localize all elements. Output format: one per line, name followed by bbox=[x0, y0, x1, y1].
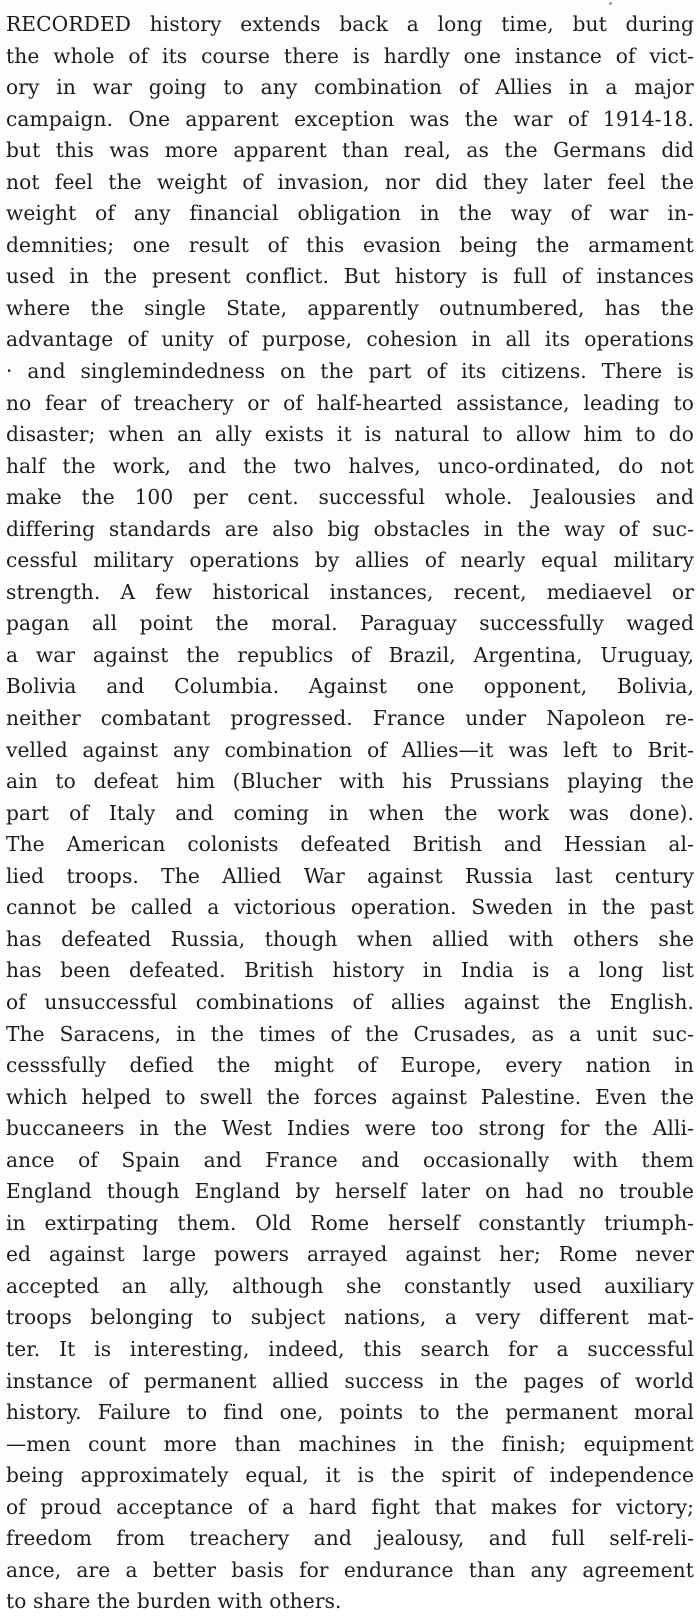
text-line: RECORDED history extends back a long time, but during bbox=[6, 12, 694, 36]
text-line: lied troops. The Allied War against Russia last century bbox=[6, 863, 694, 888]
text-line: has defeated Russia, though when allied with others she bbox=[6, 926, 694, 951]
text-line: advantage of unity of purpose, cohesion in all its operations bbox=[6, 327, 694, 352]
text-line: of unsuccessful combinations of allies against the English. bbox=[6, 989, 694, 1014]
text-line: which helped to swell the forces against Palestine. Even the bbox=[6, 1084, 694, 1109]
scan-speck bbox=[609, 2, 612, 5]
text-line: buccaneers in the West Indies were too strong for the Alli- bbox=[6, 1116, 694, 1141]
text-line: troops belonging to subject nations, a very different mat- bbox=[6, 1305, 694, 1330]
text-line: ory in war going to any combination of Allies in a major bbox=[6, 75, 694, 100]
text-line: the whole of its course there is hardly one instance of vict- bbox=[6, 43, 694, 68]
text-line: part of Italy and coming in when the work was done). bbox=[6, 800, 694, 825]
text-line: no fear of treachery or of half-hearted assistance, leading to bbox=[6, 390, 694, 415]
text-line: half the work, and the two halves, unco-ordinated, do not bbox=[6, 453, 694, 478]
text-line: being approximately equal, it is the spirit of independence bbox=[6, 1463, 694, 1488]
text-line: but this was more apparent than real, as the Germans did bbox=[6, 138, 694, 163]
article-body bbox=[6, 9, 694, 1618]
text-line: ain to defeat him (Blucher with his Prussians playing the bbox=[6, 769, 694, 794]
text-line: a war against the republics of Brazil, Argentina, Uruguay, bbox=[6, 642, 694, 667]
text-line: has been defeated. British history in India is a long list bbox=[6, 958, 694, 983]
text-line: not feel the weight of invasion, nor did they later feel the bbox=[6, 169, 694, 194]
text-line: of proud acceptance of a hard fight that makes for victory; bbox=[6, 1494, 694, 1519]
text-line: Bolivia and Columbia. Against one opponent, Bolivia, bbox=[6, 674, 694, 699]
text-line: England though England by herself later on had no trouble bbox=[6, 1179, 694, 1204]
text-line: ed against large powers arrayed against her; Rome never bbox=[6, 1242, 694, 1267]
text-line: freedom from treachery and jealousy, and full self-reli- bbox=[6, 1526, 694, 1551]
text-line: accepted an ally, although she constantly used auxiliary bbox=[6, 1273, 694, 1298]
text-line: where the single State, apparently outnumbered, has the bbox=[6, 295, 694, 320]
text-line: used in the present conflict. But history is full of instances bbox=[6, 264, 694, 289]
text-line: pagan all point the moral. Paraguay successfully waged bbox=[6, 611, 694, 636]
text-line: ter. It is interesting, indeed, this search for a successful bbox=[6, 1336, 694, 1361]
text-line: cannot be called a victorious operation. Sweden in the past bbox=[6, 895, 694, 920]
text-line: · and singlemindedness on the part of its citizens. There is bbox=[6, 359, 694, 384]
text-line: differing standards are also big obstacles in the way of suc- bbox=[6, 516, 694, 541]
text-line: The Saracens, in the times of the Crusades, as a unit suc- bbox=[6, 1021, 694, 1046]
text-line: ance, are a better basis for endurance than any agreement bbox=[6, 1557, 694, 1582]
text-line: in extirpating them. Old Rome herself constantly triumph- bbox=[6, 1210, 694, 1235]
text-line-final: to share the burden with others. bbox=[6, 1589, 342, 1614]
text-line: demnities; one result of this evasion being the armament bbox=[6, 232, 694, 257]
text-line: make the 100 per cent. successful whole. Jealousies and bbox=[6, 485, 694, 510]
text-line: The American colonists defeated British and Hessian al- bbox=[6, 832, 694, 857]
text-line: —men count more than machines in the finish; equipment bbox=[6, 1431, 694, 1456]
text-line: cesssfully defied the might of Europe, every nation in bbox=[6, 1053, 694, 1078]
text-line: weight of any financial obligation in the way of war in- bbox=[6, 201, 694, 226]
text-line: disaster; when an ally exists it is natural to allow him to do bbox=[6, 422, 694, 447]
text-line: campaign. One apparent exception was the war of 1914-18. bbox=[6, 106, 694, 131]
text-line: cessful military operations by allies of nearly equal military bbox=[6, 548, 694, 573]
text-line: strength. A few historical instances, recent, mediaevel or bbox=[6, 579, 694, 604]
text-line: ance of Spain and France and occasionally with them bbox=[6, 1147, 694, 1172]
text-line: neither combatant progressed. France under Napoleon re- bbox=[6, 706, 694, 731]
text-line: velled against any combination of Allies—it was left to Brit- bbox=[6, 737, 694, 762]
text-line: history. Failure to find one, points to the permanent moral bbox=[6, 1400, 694, 1425]
text-line: instance of permanent allied success in the pages of world bbox=[6, 1368, 694, 1393]
